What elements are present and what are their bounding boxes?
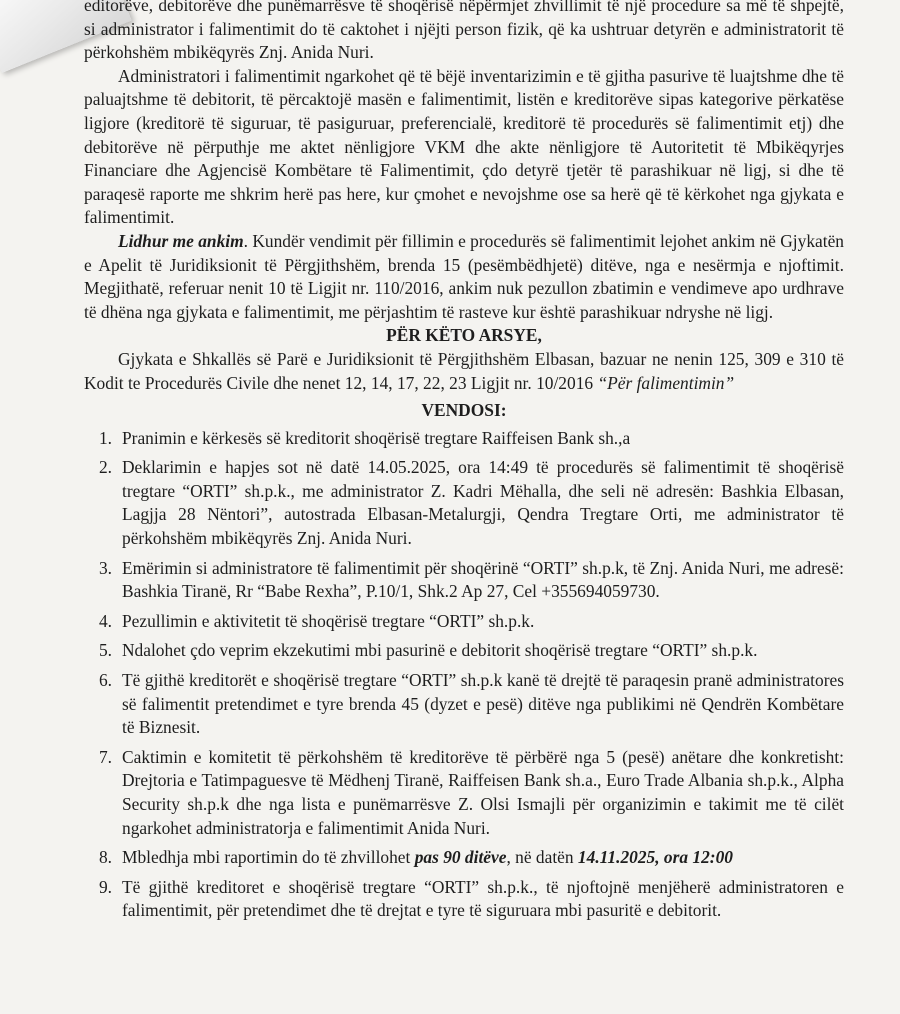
item-number: 8.	[98, 847, 112, 868]
item-number: 9.	[98, 876, 112, 897]
item-number: 7.	[98, 746, 112, 767]
heading-reasons: PËR KËTO ARSYE,	[386, 325, 542, 346]
list-item	[84, 846, 844, 870]
item-number: 4.	[98, 610, 112, 631]
list-item	[84, 639, 844, 663]
list-item	[84, 610, 844, 634]
item-number: 3.	[98, 557, 112, 578]
list-item	[84, 456, 844, 550]
list-item	[84, 746, 844, 840]
list-item	[84, 427, 844, 451]
list-item	[84, 876, 844, 923]
appeal-lead: Lidhur me ankim	[118, 230, 244, 251]
court-basis-text: Gjykata e Shkallës së Parë e Juridiksionit të Përgjithshëm Elbasan, bazuar ne nenin 125, 309 e 310 të Kodit te Procedurës Civile dhe nenet 12, 14, 17, 22, 23 Ligjit nr. 10/2016	[84, 348, 844, 393]
meeting-date: 14.11.2025, ora 12:00	[577, 847, 733, 868]
item-text: Ndalohet çdo veprim ekzekutimi mbi pasurinë e debitorit shoqërisë tregtare “ORTI” sh.p.k.	[122, 640, 758, 661]
item-number: 5.	[98, 640, 112, 661]
item-text: Të gjithë kreditoret e shoqërisë tregtare “ORTI” sh.p.k., të njoftojnë menjëherë administratoren e falimentimit, për pretendimet dhe të drejtat e tyre të siguruara mbi pasuritë e debitorit.	[122, 876, 844, 921]
item-text: Emërimin si administratore të falimentimit për shoqërinë “ORTI” sh.p.k, të Znj. Anida Nuri, me adresë: Bashkia Tiranë, Rr “Babe Rexha”, P.10/1, Shk.2 Ap 27, Cel +355694059730.	[122, 557, 844, 602]
document-page	[84, 0, 844, 929]
meeting-delay: pas 90 ditëve	[414, 847, 507, 868]
list-item	[84, 557, 844, 604]
item-text: , në datën	[506, 847, 578, 868]
item-text: Pezullimin e aktivitetit të shoqërisë tregtare “ORTI” sh.p.k.	[122, 610, 535, 631]
decision-list	[84, 427, 844, 923]
paragraph-court-basis	[84, 348, 844, 395]
paragraph-appeal	[84, 230, 844, 324]
item-text: Të gjithë kreditorët e shoqërisë tregtare “ORTI” sh.p.k kanë të drejtë të paraqesin pranë administratores së falimentit pretendimet e tyre brenda 45 (dyzet e pesë) ditëve nga publikimi në Qendrën Kombëtare të Biznesit.	[122, 670, 844, 738]
item-text: Caktimin e komitetit të përkohshëm të kreditorëve të përbërë nga 5 (pesë) anëtare dhe konkretisht: Drejtoria e Tatimpaguesve të Mëdhenj Tiranë, Raiffeisen Bank sh.a., Euro Trade Albania sh.p.k., Alpha Security sh.p.k dhe nga lista e punëmarrësve Z. Olsi Ismajli për organizimin e takimit me të cilët ngarkohet administratorja e falimentimit Anida Nuri.	[122, 746, 844, 838]
item-text: Deklarimin e hapjes sot në datë 14.05.2025, ora 14:49 të procedurës së falimentimit të shoqërisë tregtare “ORTI” sh.p.k., me administrator Z. Kadri Mëhalla, dhe seli në adresën: Bashkia Elbasan, Lagjja 28 Nëntori”, autostrada Elbasan-Metalurgji, Qendra Tregtare Orti, me administrator të përkohshëm mbikëqyrës Znj. Anida Nuri.	[122, 457, 844, 549]
appeal-text: . Kundër vendimit për fillimin e procedurës së falimentimit lejohet ankim në Gjykatën e Apelit të Juridiksionit të Përgjithshëm, brenda 15 (pesëmbëdhjetë) ditëve, nga e nesërmja e njoftimit. Megjithatë, referuar nenit 10 të Ligjit nr. 110/2016, ankim nuk pezullon zbatimin e vendimeve apo urdhrave të dhëna nga gjykata e falimentimit, me përjashtim të rasteve kur është parashikuar ndryshe në ligj.	[84, 230, 844, 322]
item-number: 1.	[98, 427, 112, 448]
paragraph-administrator-duties: Administratori i falimentimit ngarkohet që të bëjë inventarizimin e të gjitha pasurive të luajtshme dhe të paluajtshme të debitorit, të përcaktojë masën e falimentimit, listën e kreditorëve sipas kategorive përkatëse ligjore (kreditorë të siguruar, të pasiguruar, preferencialë, kreditorë të procedurës së falimentimit etj) dhe debitorëve në përputhje me aktet nënligjore VKM dhe akte nënligjore të Autoritetit të Mbikëqyrjes Financiare dhe Agjencisë Kombëtare të Falimentimit, çdo detyrë tjetër të parashikuar në ligj, si dhe të paraqesë raporte me shkrim herë pas here, kur çmohet e nevojshme ose sa herë që të kërkohet nga gjykata e falimentimit.	[84, 65, 844, 228]
item-number: 6.	[98, 670, 112, 691]
item-text: Pranimin e kërkesës së kreditorit shoqërisë tregtare Raiffeisen Bank sh.,a	[122, 427, 631, 448]
heading-decided: VENDOSI:	[421, 400, 507, 421]
item-number: 2.	[98, 457, 112, 478]
paragraph-continuation: editorëve, debitorëve dhe punëmarrësve të shoqërisë nëpërmjet zhvillimit të një procedure sa më të shpejtë, si administrator i falimentimit do të caktohet i njëjti person fizik, që ka ushtruar detyrën e administratorit të përkohshëm mbikëqyrës Znj. Anida Nuri.	[84, 0, 844, 63]
law-title: “Për falimentimin”	[597, 372, 735, 393]
list-item	[84, 669, 844, 740]
item-text: Mbledhja mbi raportimin do të zhvillohet	[122, 847, 415, 868]
